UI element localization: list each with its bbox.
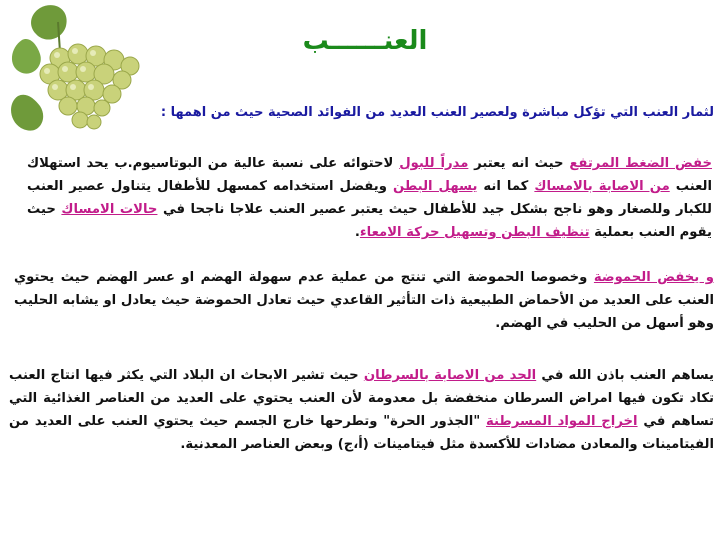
body-text: . [354,225,360,240]
body-text: حيث يقوم العنب بعملية [27,202,712,240]
highlight-text: تنظيف البطن وتسهيل حركة الامعاء [359,225,590,240]
body-text: لاحتوائه على نسبة عالية من البوتاسيوم.ب يحد استهلاك العنب [27,156,712,194]
body-text: كما انه [477,179,535,194]
highlight-text: مدراً للبول [399,156,469,171]
body-text: "الجذور الحرة" وتطرحها خارج الجسم حيث يحتوي العنب على العديد من الفيتامينات والمعادن مضادات للأكسدة مثل فيتامينات (أ،ج) وبعض العناصر المعدنية. [9,414,714,452]
body-text: حيث تشير الابحاث ان البلاد التي يكثر فيها انتاج العنب تكاد تكون فيها امراض السرطان منخفضة بل معدومة لأن العنب يحتوي على العديد من العناصر الغذائية التي تساهم في [9,368,715,429]
highlight-text: من الاصابة بالامساك [534,179,670,194]
grapes-cluster-icon [0,0,150,140]
body-text: يساهم العنب باذن الله في [536,368,715,383]
intro-text: لثمار العنب التي تؤكل مباشرة ولعصير العنب العديد من الفوائد الصحية حيث من اهمها : [160,105,714,120]
highlight-text: حالات الامساك [61,202,158,217]
body-text: وخصوصا الحموضة التي تنتج من عملية عدم سهولة الهضم او عسر الهضم حيث يحتوي العنب على العديد من الأحماض الطبيعية ذات التأثير القاعدي حيث تعادل الحموضة حيث يعادل او يشابه الحليب وهو أسهل من الحليب في الهضم. [14,270,714,331]
highlight-text: و يخفض الحموضة [593,270,714,285]
highlight-text: خفض الضغط المرتفع [569,156,712,171]
paragraph-blood-pressure [27,152,712,244]
paragraph-cancer [9,364,714,456]
paragraph-acidity [14,266,714,335]
page-title: العنــــــب [302,26,428,56]
body-text: ويفضل استخدامه كمسهل للأطفال يتناول عصير العنب للكبار وللصغار وهو ناجح بشكل جيد للأطفال حيث يعتبر عصير العنب علاجا ناجحا في [27,179,712,217]
highlight-text: الحد من الاصابة بالسرطان [363,368,537,383]
highlight-text: اخراج المواد المسرطنة [486,414,638,429]
highlight-text: يسهل البطن [392,179,478,194]
body-text: حيث انه يعتبر [468,156,570,171]
